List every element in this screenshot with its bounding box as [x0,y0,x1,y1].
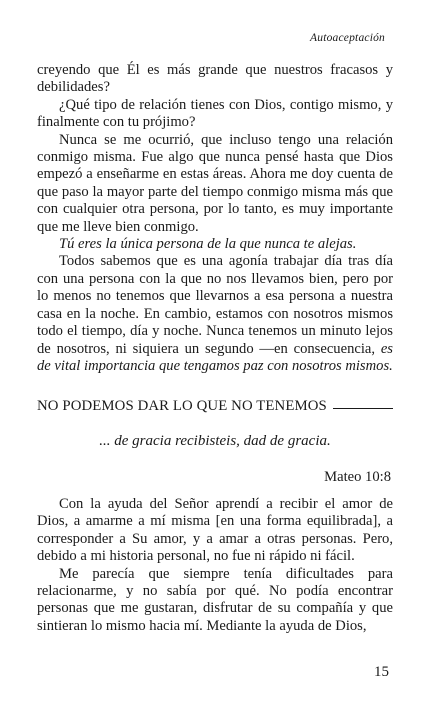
paragraph [37,566,393,636]
paragraph [37,132,393,236]
paragraph [37,97,393,132]
italic-text: Tú eres la única persona de la que nunca te alejas. [59,236,357,253]
paragraph [37,62,393,97]
paragraph [37,236,393,253]
paragraph-text: Con la ayuda del Señor aprendí a recibir el amor de Dios, a amarme a mí misma [en una forma equilibrada], a corresponder a Su amor, y a amar a otras personas. Pero, debido a mi historia personal, no fue ni rápido ni fácil. [37,496,393,565]
section-heading-text: NO PODEMOS DAR LO QUE NO TENEMOS [37,398,327,414]
body-text-bottom [37,496,393,635]
paragraph [37,253,393,375]
paragraph-text: Me parecía que siempre tenía dificultades para relacionarme, y no sabía por qué. No podía encontrar personas que me gustaran, disfrutar de su compañía y que sintieran lo mismo hacia mí. Mediante la ayuda de Dios, [37,565,393,634]
epigraph-quote: ... de gracia recibisteis, dad de gracia. [99,433,331,449]
paragraph-text: Todos sabemos que es una agonía trabajar día tras día con una persona con la que no nos llevamos bien, pero por lo menos no tenemos que llevarnos a esa persona a nuestra casa en la noche. En cambio, estamos con nosotros mismos todo el tiempo, día y noche. Nunca tenemos un minuto lejos de nosotros, ni siquiera un segundo —en consecuencia, [37,253,393,357]
page-number: 15 [374,664,389,680]
italic-text: es de vital importancia que tengamos paz con nosotros mismos. [37,340,393,374]
heading-rule [333,408,393,409]
running-head: Autoaceptación [310,32,385,44]
body-text-top [37,62,393,375]
paragraph-text: creyendo que Él es más grande que nuestros fracasos y debilidades? [37,62,393,96]
section-heading [37,398,393,415]
paragraph [37,496,393,566]
paragraph-text: ¿Qué tipo de relación tienes con Dios, contigo mismo, y finalmente con tu prójimo? [37,96,393,131]
paragraph-text: Nunca se me ocurrió, que incluso tengo una relación conmigo misma. Fue algo que nunca pensé hasta que Dios empezó a enseñarme en estas áreas. Ahora me doy cuenta de que paso la mayor parte del tiempo conmigo misma más que con cualquier otra persona, por lo tanto, es muy importante que me lleve bien conmigo. [37,131,393,235]
epigraph-source: Mateo 10:8 [324,469,391,485]
